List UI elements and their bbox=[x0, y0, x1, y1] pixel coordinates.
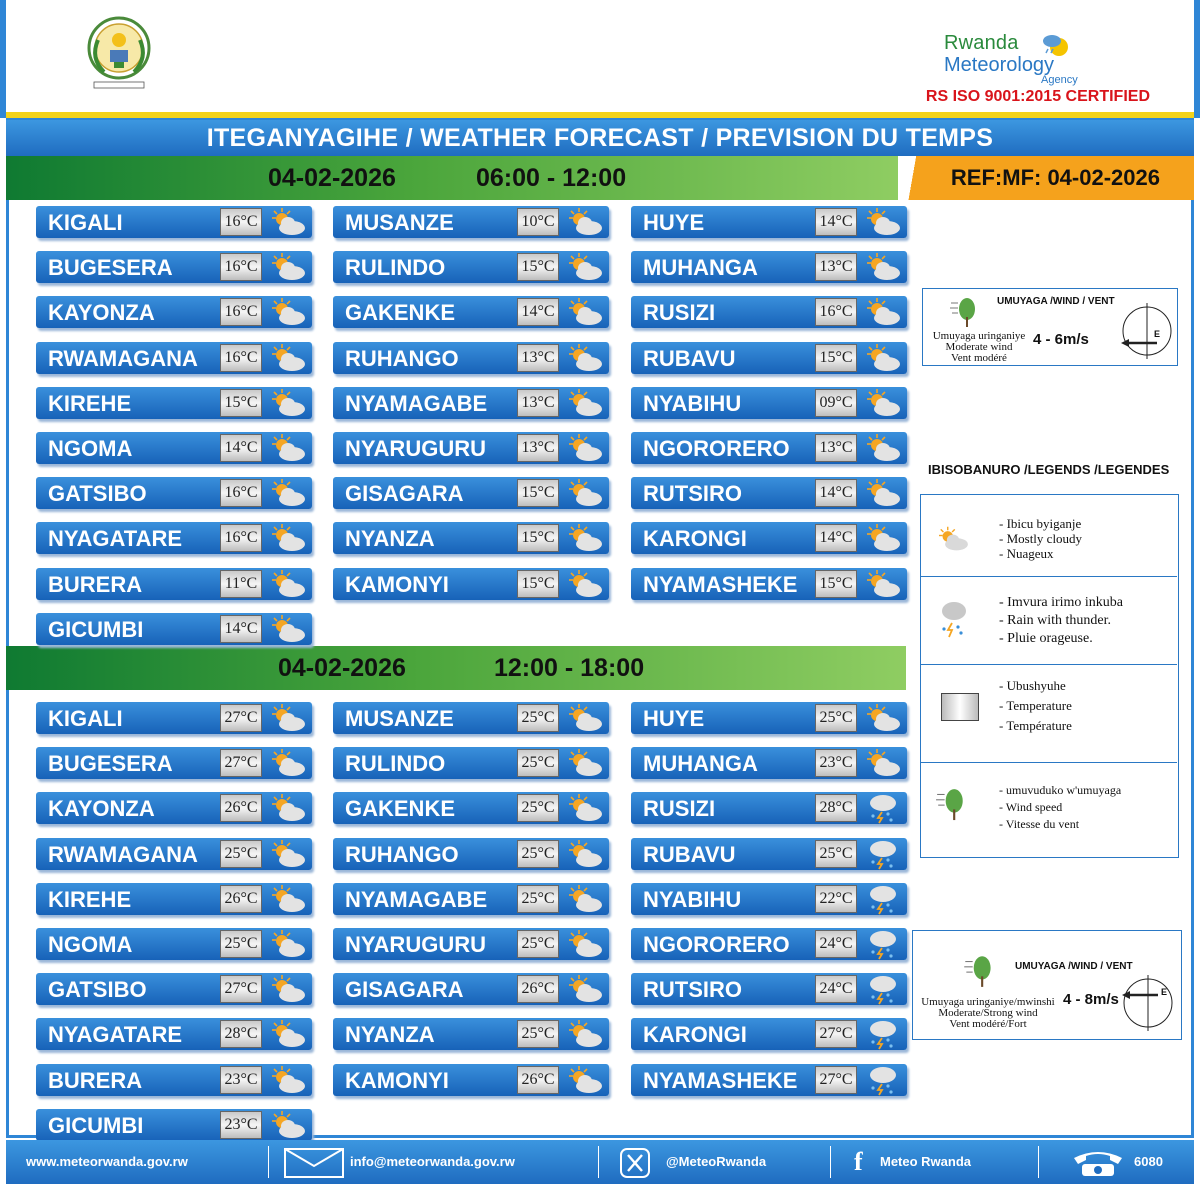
city-name: GATSIBO bbox=[48, 481, 147, 507]
city-temperature: 25°C bbox=[517, 794, 559, 822]
city-temperature: 27°C bbox=[815, 1066, 857, 1094]
city-name: NGORORERO bbox=[643, 932, 790, 957]
partly-cloudy-icon bbox=[268, 883, 308, 915]
city-name: BUGESERA bbox=[48, 751, 173, 777]
city-card bbox=[36, 973, 312, 1005]
city-card bbox=[631, 883, 907, 915]
temperature-box-icon bbox=[941, 693, 979, 721]
city-name: NYAMASHEKE bbox=[643, 571, 798, 597]
city-card bbox=[631, 568, 907, 600]
city-name: GICUMBI bbox=[48, 616, 144, 642]
partly-cloudy-icon bbox=[863, 702, 903, 734]
city-temperature: 13°C bbox=[517, 389, 559, 417]
legend-wind-l2: - Wind speed bbox=[999, 800, 1063, 814]
phone-number[interactable]: 6080 bbox=[1134, 1154, 1163, 1169]
city-name: MUSANZE bbox=[345, 706, 454, 731]
city-card bbox=[333, 838, 609, 870]
partly-cloudy-icon bbox=[935, 525, 971, 553]
city-temperature: 13°C bbox=[517, 344, 559, 372]
city-card bbox=[631, 477, 907, 509]
rain-thunder-icon bbox=[863, 792, 903, 824]
city-name: GAKENKE bbox=[345, 300, 456, 326]
city-card bbox=[36, 296, 312, 328]
partly-cloudy-icon bbox=[268, 1064, 308, 1096]
city-card bbox=[36, 522, 312, 554]
city-name: GISAGARA bbox=[345, 481, 464, 507]
city-temperature: 10°C bbox=[517, 208, 559, 236]
city-card bbox=[36, 747, 312, 779]
city-name: NYANZA bbox=[345, 1022, 435, 1048]
partly-cloudy-icon bbox=[863, 432, 903, 464]
city-card bbox=[333, 296, 609, 328]
city-temperature: 14°C bbox=[517, 298, 559, 326]
rain-thunder-icon bbox=[863, 973, 903, 1005]
partly-cloudy-icon bbox=[268, 387, 308, 419]
city-card bbox=[36, 432, 312, 464]
facebook-icon: f bbox=[854, 1147, 863, 1176]
legend-title: IBISOBANURO /LEGENDS /LEGENDES bbox=[928, 462, 1170, 477]
partly-cloudy-icon bbox=[268, 432, 308, 464]
city-card bbox=[631, 522, 907, 554]
partly-cloudy-icon bbox=[268, 342, 308, 374]
city-name: MUHANGA bbox=[643, 255, 758, 281]
wind-panel-1-desc-1: Umuyaga uringaniye bbox=[932, 330, 1026, 342]
partly-cloudy-icon bbox=[565, 973, 605, 1005]
website-link[interactable]: www.meteorwanda.gov.rw bbox=[26, 1154, 188, 1169]
wind-direction-icon bbox=[1117, 969, 1177, 1035]
city-card bbox=[36, 1109, 312, 1141]
city-temperature: 16°C bbox=[220, 479, 262, 507]
footer-divider bbox=[598, 1146, 599, 1178]
partly-cloudy-icon bbox=[565, 251, 605, 283]
city-temperature: 27°C bbox=[815, 1020, 857, 1048]
wind-panel-1-speed: 4 - 6m/s bbox=[1033, 331, 1089, 348]
partly-cloudy-icon bbox=[268, 613, 308, 645]
city-temperature: 25°C bbox=[815, 840, 857, 868]
iso-certification: RS ISO 9001:2015 CERTIFIED bbox=[925, 88, 1150, 105]
wind-panel-2-desc-3: Vent modéré/Fort bbox=[949, 1018, 1027, 1030]
rwanda-meteorology-logo bbox=[925, 30, 1165, 110]
city-temperature: 15°C bbox=[517, 524, 559, 552]
city-temperature: 24°C bbox=[815, 930, 857, 958]
partly-cloudy-icon bbox=[863, 342, 903, 374]
city-card bbox=[631, 251, 907, 283]
city-temperature: 25°C bbox=[815, 704, 857, 732]
legend-temp-l1: - Ubushyuhe bbox=[999, 678, 1066, 693]
partly-cloudy-icon bbox=[565, 838, 605, 870]
rain-thunder-icon bbox=[863, 838, 903, 870]
city-temperature: 16°C bbox=[220, 524, 262, 552]
city-name: NYAGATARE bbox=[48, 1022, 183, 1048]
rain-thunder-icon bbox=[863, 928, 903, 960]
wind-panel-2-direction: E bbox=[1161, 987, 1168, 997]
city-name: NYARUGURU bbox=[345, 932, 486, 957]
legend-wind-l1: - umuvuduko w'umuyaga bbox=[999, 783, 1122, 797]
partly-cloudy-icon bbox=[565, 342, 605, 374]
legend-wind-l3: - Vitesse du vent bbox=[999, 817, 1080, 831]
city-card bbox=[333, 928, 609, 960]
city-temperature: 15°C bbox=[517, 253, 559, 281]
city-card bbox=[333, 387, 609, 419]
city-name: GATSIBO bbox=[48, 977, 147, 1003]
city-temperature: 16°C bbox=[220, 208, 262, 236]
footer-divider bbox=[268, 1146, 269, 1178]
sun-cloud-logo-icon bbox=[1039, 32, 1073, 62]
city-temperature: 14°C bbox=[815, 208, 857, 236]
city-name: MUHANGA bbox=[643, 751, 758, 777]
city-name: RUHANGO bbox=[345, 841, 459, 867]
city-name: KIGALI bbox=[48, 706, 123, 731]
partly-cloudy-icon bbox=[863, 522, 903, 554]
footer bbox=[6, 1140, 1194, 1184]
wind-tree-icon bbox=[935, 783, 967, 823]
city-name: RWAMAGANA bbox=[48, 345, 198, 371]
partly-cloudy-icon bbox=[565, 702, 605, 734]
partly-cloudy-icon bbox=[863, 296, 903, 328]
city-temperature: 13°C bbox=[815, 253, 857, 281]
city-card bbox=[333, 702, 609, 734]
city-card bbox=[333, 522, 609, 554]
city-card bbox=[333, 568, 609, 600]
city-card bbox=[333, 432, 609, 464]
twitter-handle[interactable]: @MeteoRwanda bbox=[666, 1154, 767, 1169]
city-temperature: 15°C bbox=[815, 570, 857, 598]
legend-temp-l2: - Temperature bbox=[999, 698, 1072, 713]
city-temperature: 26°C bbox=[517, 1066, 559, 1094]
period-2-header bbox=[6, 646, 906, 690]
wind-tree-icon bbox=[963, 951, 995, 989]
partly-cloudy-icon bbox=[268, 1018, 308, 1050]
city-name: HUYE bbox=[643, 706, 705, 731]
agency-line-1: Rwanda bbox=[944, 32, 1019, 54]
city-temperature: 25°C bbox=[517, 704, 559, 732]
city-card bbox=[631, 432, 907, 464]
city-card bbox=[36, 342, 312, 374]
legend-cloudy-l1: - Ibicu byiganje bbox=[999, 516, 1082, 531]
wind-tree-icon bbox=[949, 293, 979, 329]
partly-cloudy-icon bbox=[565, 928, 605, 960]
city-name: MUSANZE bbox=[345, 210, 454, 235]
city-temperature: 26°C bbox=[220, 885, 262, 913]
city-card bbox=[36, 838, 312, 870]
agency-line-3: Agency bbox=[1041, 74, 1078, 86]
city-name: GISAGARA bbox=[345, 977, 464, 1003]
city-name: RUSIZI bbox=[643, 796, 716, 822]
city-card bbox=[36, 883, 312, 915]
city-card bbox=[631, 387, 907, 419]
city-temperature: 25°C bbox=[220, 930, 262, 958]
city-name: KIREHE bbox=[48, 390, 132, 416]
rain-thunder-icon bbox=[863, 1064, 903, 1096]
partly-cloudy-icon bbox=[268, 747, 308, 779]
city-temperature: 22°C bbox=[815, 885, 857, 913]
wind-panel-1-header: UMUYAGA /WIND / VENT bbox=[997, 296, 1115, 307]
period-2-time: 12:00 - 18:00 bbox=[494, 654, 645, 682]
city-card bbox=[36, 1018, 312, 1050]
rwanda-seal-icon bbox=[86, 10, 152, 94]
city-temperature: 27°C bbox=[220, 749, 262, 777]
city-temperature: 14°C bbox=[815, 524, 857, 552]
city-card bbox=[631, 792, 907, 824]
city-temperature: 13°C bbox=[815, 434, 857, 462]
partly-cloudy-icon bbox=[268, 296, 308, 328]
telephone-icon bbox=[1070, 1146, 1126, 1178]
city-name: NGOMA bbox=[48, 436, 133, 461]
period-1-header bbox=[6, 156, 900, 200]
city-temperature: 25°C bbox=[517, 1020, 559, 1048]
city-temperature: 13°C bbox=[517, 434, 559, 462]
city-name: GICUMBI bbox=[48, 1112, 144, 1138]
wind-panel-2-speed: 4 - 8m/s bbox=[1063, 991, 1119, 1008]
city-card bbox=[333, 883, 609, 915]
partly-cloudy-icon bbox=[565, 477, 605, 509]
city-card bbox=[36, 477, 312, 509]
city-temperature: 14°C bbox=[220, 434, 262, 462]
legend-item-rain-thunder bbox=[921, 577, 1177, 665]
rain-thunder-icon bbox=[863, 883, 903, 915]
partly-cloudy-icon bbox=[565, 883, 605, 915]
period-1-date: 04-02-2026 bbox=[268, 164, 396, 192]
city-card bbox=[36, 928, 312, 960]
city-name: RULINDO bbox=[345, 751, 446, 777]
wind-panel-1 bbox=[922, 288, 1178, 366]
city-card bbox=[631, 747, 907, 779]
city-temperature: 28°C bbox=[220, 1020, 262, 1048]
city-card bbox=[333, 477, 609, 509]
partly-cloudy-icon bbox=[268, 973, 308, 1005]
city-name: NYAMASHEKE bbox=[643, 1067, 798, 1093]
city-card bbox=[36, 251, 312, 283]
city-card bbox=[36, 792, 312, 824]
city-name: NYARUGURU bbox=[345, 436, 486, 461]
partly-cloudy-icon bbox=[268, 251, 308, 283]
footer-divider bbox=[830, 1146, 831, 1178]
city-card bbox=[631, 296, 907, 328]
city-temperature: 26°C bbox=[220, 794, 262, 822]
city-card bbox=[631, 1064, 907, 1096]
city-temperature: 09°C bbox=[815, 389, 857, 417]
city-temperature: 25°C bbox=[220, 840, 262, 868]
partly-cloudy-icon bbox=[565, 387, 605, 419]
city-temperature: 24°C bbox=[815, 975, 857, 1003]
city-card bbox=[36, 387, 312, 419]
city-name: RULINDO bbox=[345, 255, 446, 281]
city-name: KARONGI bbox=[643, 1022, 747, 1048]
city-name: RUSIZI bbox=[643, 300, 716, 326]
partly-cloudy-icon bbox=[565, 747, 605, 779]
city-name: KAYONZA bbox=[48, 796, 155, 822]
partly-cloudy-icon bbox=[565, 522, 605, 554]
city-temperature: 23°C bbox=[220, 1111, 262, 1139]
city-temperature: 16°C bbox=[220, 253, 262, 281]
legend-temp-l3: - Température bbox=[999, 718, 1072, 733]
city-name: RUBAVU bbox=[643, 345, 736, 371]
reference-number: REF:MF: 04-02-2026 bbox=[898, 156, 1194, 200]
partly-cloudy-icon bbox=[565, 296, 605, 328]
legend-item-temperature bbox=[921, 665, 1177, 763]
city-card bbox=[631, 838, 907, 870]
city-name: NYABIHU bbox=[643, 390, 742, 416]
city-temperature: 27°C bbox=[220, 704, 262, 732]
partly-cloudy-icon bbox=[268, 702, 308, 734]
city-card bbox=[631, 928, 907, 960]
period-2-date: 04-02-2026 bbox=[278, 654, 406, 682]
city-name: NGOMA bbox=[48, 932, 133, 957]
city-name: RWAMAGANA bbox=[48, 841, 198, 867]
city-name: GAKENKE bbox=[345, 796, 456, 822]
wind-panel-1-direction: E bbox=[1154, 329, 1161, 339]
city-card bbox=[36, 568, 312, 600]
partly-cloudy-icon bbox=[268, 928, 308, 960]
city-temperature: 15°C bbox=[517, 479, 559, 507]
legend-item-cloudy bbox=[921, 495, 1177, 577]
partly-cloudy-icon bbox=[268, 568, 308, 600]
city-temperature: 27°C bbox=[220, 975, 262, 1003]
city-temperature: 25°C bbox=[517, 840, 559, 868]
wind-panel-2 bbox=[912, 930, 1182, 1040]
x-twitter-icon bbox=[620, 1148, 650, 1178]
city-card bbox=[333, 1064, 609, 1096]
city-card bbox=[333, 973, 609, 1005]
city-temperature: 15°C bbox=[220, 389, 262, 417]
legend-panel bbox=[920, 494, 1179, 858]
partly-cloudy-icon bbox=[268, 206, 308, 238]
wind-panel-2-desc-2: Moderate/Strong wind bbox=[938, 1007, 1038, 1019]
city-name: NYAGATARE bbox=[48, 526, 183, 552]
legend-rain-l2: - Rain with thunder. bbox=[999, 613, 1111, 628]
city-name: BUGESERA bbox=[48, 255, 173, 281]
partly-cloudy-icon bbox=[863, 568, 903, 600]
city-card bbox=[631, 973, 907, 1005]
partly-cloudy-icon bbox=[565, 1064, 605, 1096]
city-temperature: 16°C bbox=[815, 298, 857, 326]
facebook-page[interactable]: Meteo Rwanda bbox=[880, 1154, 972, 1169]
city-temperature: 15°C bbox=[517, 570, 559, 598]
partly-cloudy-icon bbox=[863, 206, 903, 238]
city-card bbox=[631, 1018, 907, 1050]
partly-cloudy-icon bbox=[863, 477, 903, 509]
city-name: NYANZA bbox=[345, 526, 435, 552]
city-card bbox=[333, 1018, 609, 1050]
partly-cloudy-icon bbox=[863, 387, 903, 419]
wind-panel-2-header: UMUYAGA /WIND / VENT bbox=[1015, 961, 1133, 972]
wind-direction-icon bbox=[1117, 297, 1175, 363]
city-name: KAMONYI bbox=[345, 571, 449, 597]
partly-cloudy-icon bbox=[268, 1109, 308, 1141]
legend-item-wind bbox=[921, 763, 1177, 857]
city-card bbox=[333, 206, 609, 238]
partly-cloudy-icon bbox=[863, 251, 903, 283]
city-card bbox=[333, 792, 609, 824]
city-name: KARONGI bbox=[643, 526, 747, 552]
city-card bbox=[36, 1064, 312, 1096]
footer-divider bbox=[1038, 1146, 1039, 1178]
city-temperature: 25°C bbox=[517, 749, 559, 777]
partly-cloudy-icon bbox=[268, 522, 308, 554]
city-name: KIGALI bbox=[48, 210, 123, 235]
city-temperature: 15°C bbox=[815, 344, 857, 372]
partly-cloudy-icon bbox=[268, 838, 308, 870]
wind-panel-1-desc-2: Moderate wind bbox=[945, 341, 1013, 353]
city-name: RUHANGO bbox=[345, 345, 459, 371]
city-name: RUBAVU bbox=[643, 841, 736, 867]
legend-cloudy-l3: - Nuageux bbox=[999, 546, 1054, 561]
rain-thunder-icon bbox=[863, 1018, 903, 1050]
city-card bbox=[333, 747, 609, 779]
email-link[interactable]: info@meteorwanda.gov.rw bbox=[350, 1154, 515, 1169]
city-temperature: 14°C bbox=[220, 615, 262, 643]
city-card bbox=[631, 702, 907, 734]
city-name: NGORORERO bbox=[643, 436, 790, 461]
city-temperature: 11°C bbox=[220, 570, 262, 598]
wind-panel-1-desc-3: Vent modéré bbox=[951, 352, 1007, 364]
city-card bbox=[36, 702, 312, 734]
city-card bbox=[631, 206, 907, 238]
city-name: NYABIHU bbox=[643, 886, 742, 912]
city-card bbox=[631, 342, 907, 374]
partly-cloudy-icon bbox=[565, 568, 605, 600]
city-card bbox=[36, 206, 312, 238]
partly-cloudy-icon bbox=[565, 206, 605, 238]
city-temperature: 25°C bbox=[517, 930, 559, 958]
legend-rain-l3: - Pluie orageuse. bbox=[999, 631, 1093, 646]
city-temperature: 16°C bbox=[220, 344, 262, 372]
rain-thunder-icon bbox=[939, 599, 969, 639]
city-temperature: 26°C bbox=[517, 975, 559, 1003]
city-name: KIREHE bbox=[48, 886, 132, 912]
forecast-title: ITEGANYAGIHE / WEATHER FORECAST / PREVISION DU TEMPS bbox=[6, 120, 1194, 156]
city-name: RUTSIRO bbox=[643, 481, 742, 507]
city-name: BURERA bbox=[48, 1067, 143, 1093]
city-name: KAMONYI bbox=[345, 1067, 449, 1093]
partly-cloudy-icon bbox=[268, 477, 308, 509]
city-temperature: 23°C bbox=[815, 749, 857, 777]
legend-rain-l1: - Imvura irimo inkuba bbox=[999, 595, 1124, 610]
partly-cloudy-icon bbox=[863, 747, 903, 779]
partly-cloudy-icon bbox=[565, 432, 605, 464]
city-name: KAYONZA bbox=[48, 300, 155, 326]
mail-icon bbox=[284, 1148, 344, 1178]
agency-line-2: Meteorology bbox=[944, 54, 1055, 76]
city-name: NYAMAGABE bbox=[345, 390, 488, 416]
city-card bbox=[333, 342, 609, 374]
partly-cloudy-icon bbox=[565, 792, 605, 824]
city-name: RUTSIRO bbox=[643, 977, 742, 1003]
period-1-time: 06:00 - 12:00 bbox=[476, 164, 627, 192]
city-card bbox=[36, 613, 312, 645]
city-temperature: 28°C bbox=[815, 794, 857, 822]
city-card bbox=[333, 251, 609, 283]
city-temperature: 25°C bbox=[517, 885, 559, 913]
city-name: NYAMAGABE bbox=[345, 886, 488, 912]
city-temperature: 23°C bbox=[220, 1066, 262, 1094]
city-name: HUYE bbox=[643, 210, 705, 235]
partly-cloudy-icon bbox=[268, 792, 308, 824]
legend-cloudy-l2: - Mostly cloudy bbox=[999, 531, 1083, 546]
city-temperature: 14°C bbox=[815, 479, 857, 507]
city-temperature: 16°C bbox=[220, 298, 262, 326]
city-name: BURERA bbox=[48, 571, 143, 597]
partly-cloudy-icon bbox=[565, 1018, 605, 1050]
wind-panel-2-desc-1: Umuyaga uringaniye/mwinshi bbox=[921, 996, 1055, 1008]
